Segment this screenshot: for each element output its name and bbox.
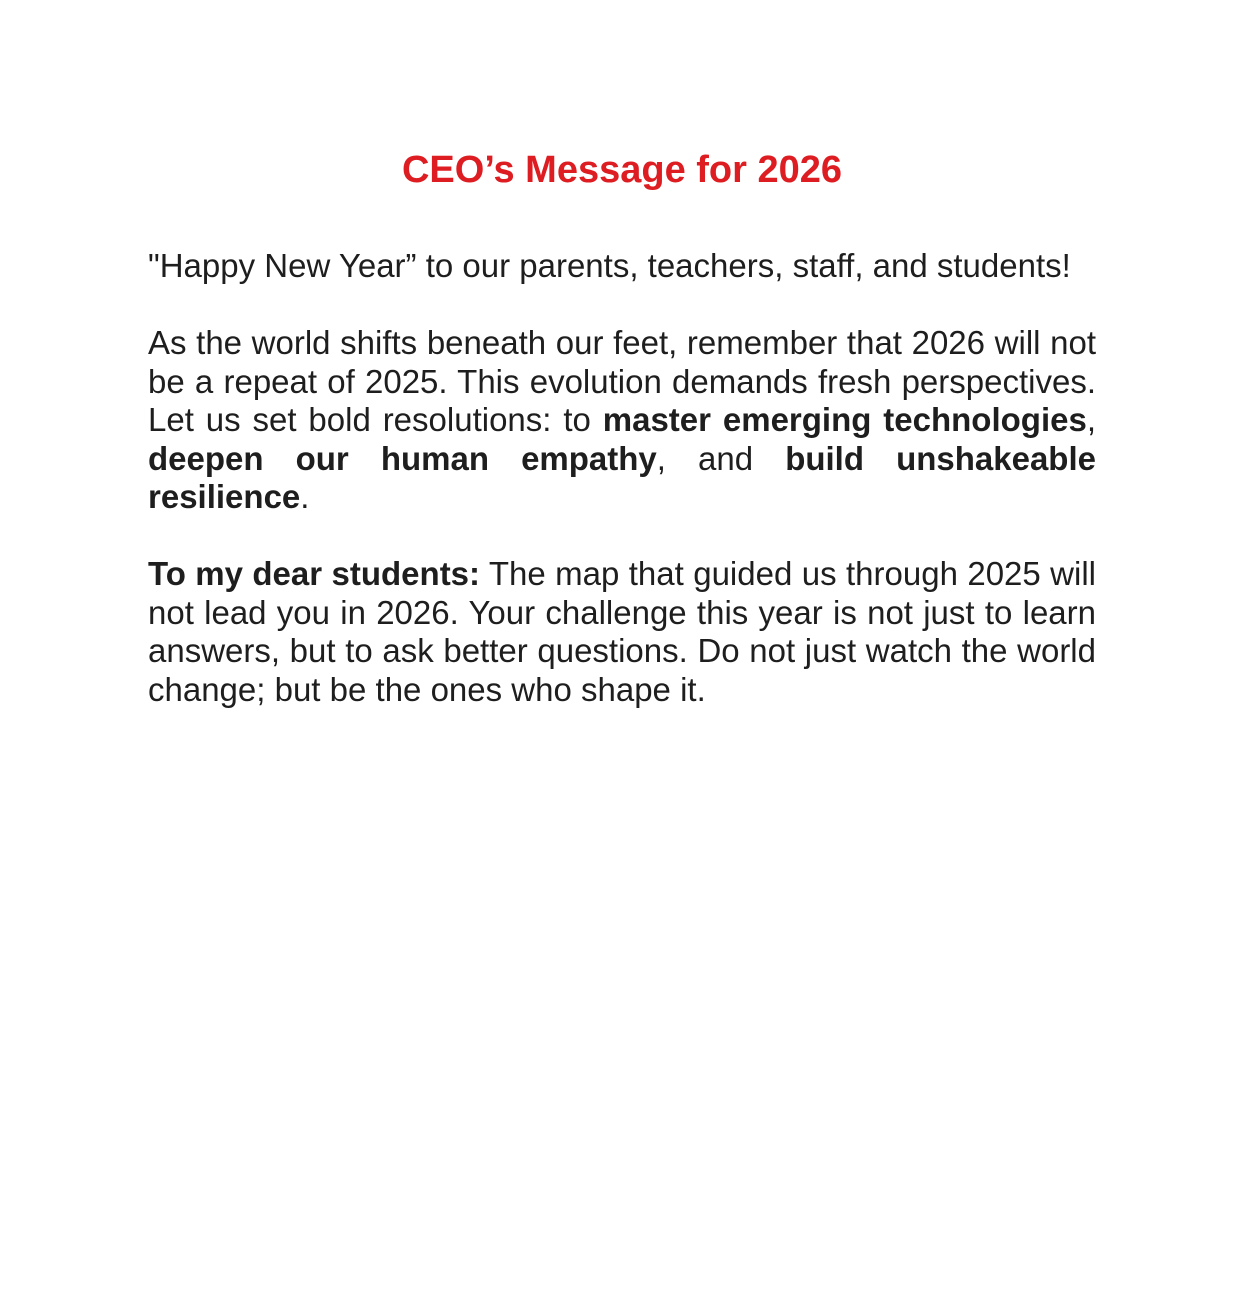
document-body (148, 247, 1096, 709)
paragraph (148, 247, 1096, 286)
bold-text-run: build unshakeable resilience (148, 439, 1096, 515)
text-run: , (1086, 401, 1096, 438)
page-title: CEO’s Message for 2026 (401, 149, 843, 191)
bold-text-run: master emerging technologies (602, 401, 1087, 438)
text-run: . (300, 478, 310, 515)
bold-text-run: To my dear students: (148, 555, 481, 592)
text-run: The map that guided us through 2025 will not lead you in 2026. Your challenge this year is not just to learn answers, but to ask better questions. Do not just watch the world change; but be the ones who shape it. (148, 555, 1096, 708)
text-run: , and (656, 439, 786, 477)
paragraph (148, 555, 1096, 709)
bold-text-run: deepen our human empathy (148, 439, 657, 477)
text-run: "Happy New Year” to our parents, teachers, staff, and students! (148, 247, 1071, 284)
text-run: As the world shifts beneath our feet, remember that 2026 will not be a repeat of 2025. This evolution demands fresh perspectives. Let us set bold resolutions: to (148, 324, 1096, 438)
paragraph (148, 324, 1096, 517)
